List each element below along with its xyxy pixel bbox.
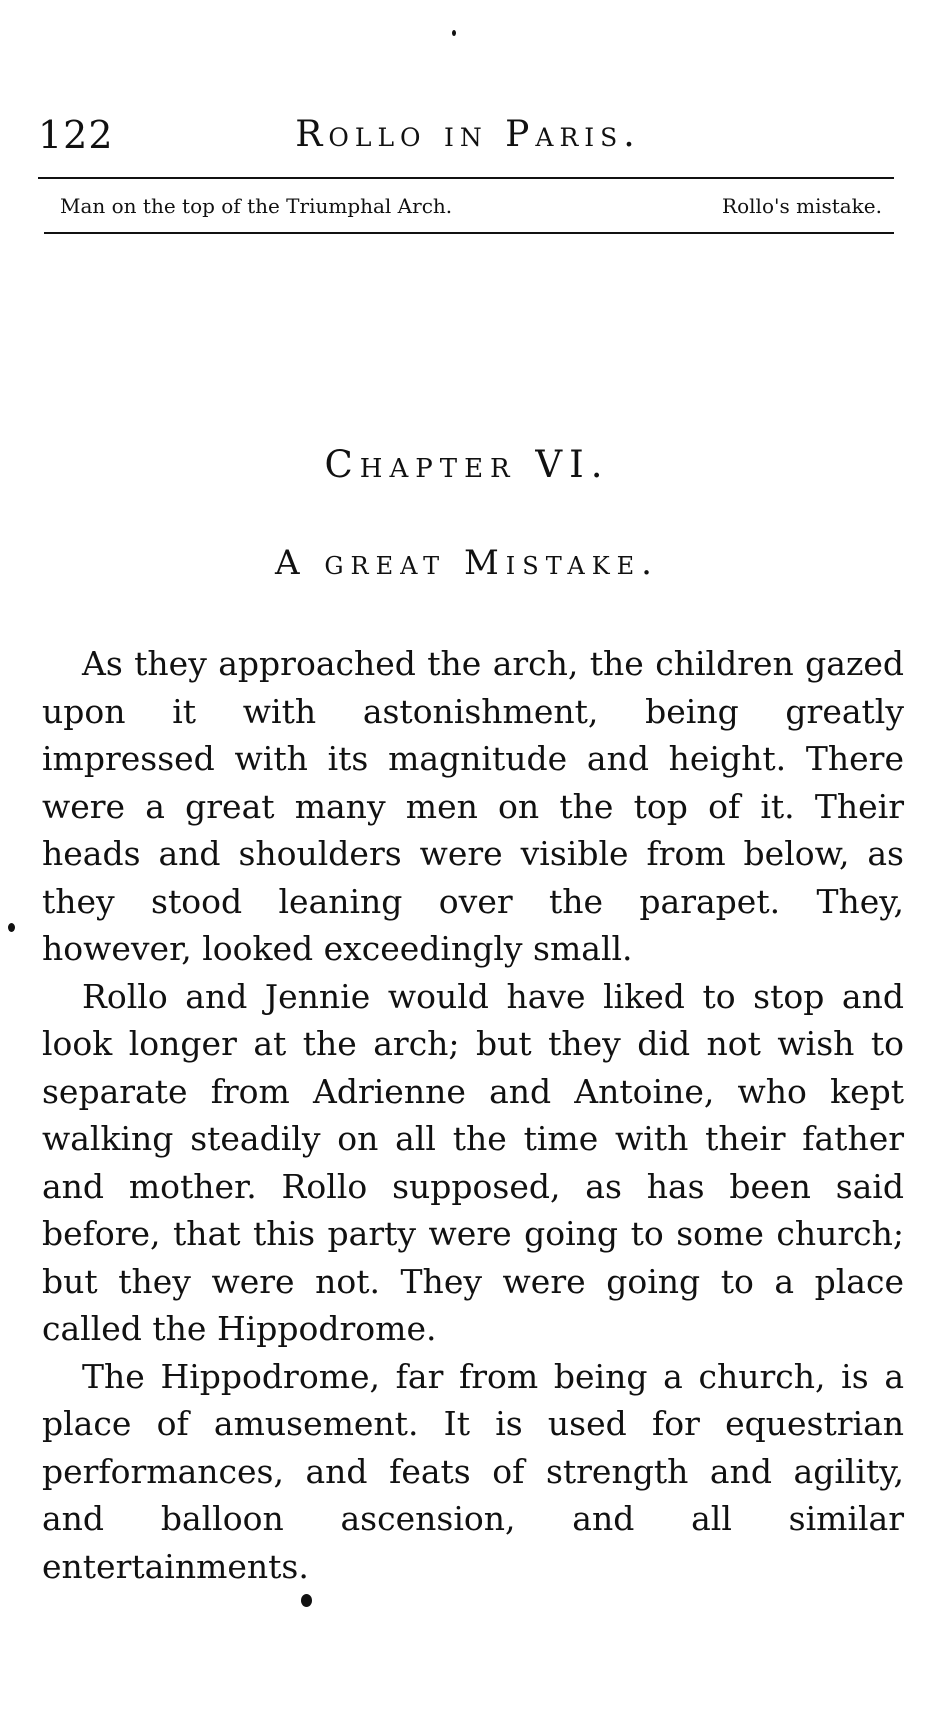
- running-subhead: [60, 190, 890, 222]
- paragraph: As they approached the arch, the children gazed upon it with astonishment, being greatly impressed with its magnitude and height. There were a great many men on the top of it. Their heads and shoulders were visible from below, as they stood leaning over the parapet. They, however, looked exceedingly small.: [42, 644, 904, 968]
- header-rule-bottom: [44, 232, 894, 234]
- paragraph: The Hippodrome, far from being a church, is a place of amusement. It is used for equestrian performances, and feats of strength and agility, and balloon ascension, and all similar entertainments.: [42, 1356, 904, 1586]
- book-title: Rollo in Paris.: [295, 114, 641, 155]
- header-rule-top: [38, 177, 894, 179]
- subhead-right: Rollo's mistake.: [722, 194, 882, 218]
- paragraph: Rollo and Jennie would have liked to stop and look longer at the arch; but they did not wish to separate from Adrienne and Antoine, who kept walking steadily on all the time with their father and mother. Rollo supposed, as has been said before, that this party were going to some church; but they were not. They were going to a place called the Hippodrome.: [42, 976, 904, 1348]
- body-text: [42, 640, 904, 1590]
- page-number: 122: [38, 113, 114, 157]
- subhead-left: Man on the top of the Triumphal Arch.: [60, 194, 453, 218]
- chapter-heading: Chapter VI.: [324, 443, 610, 486]
- ink-speck: [301, 1594, 312, 1607]
- chapter-title: A great Mistake.: [275, 543, 659, 583]
- running-header: [38, 110, 898, 160]
- ink-speck: [8, 923, 15, 932]
- ink-speck: [452, 30, 456, 36]
